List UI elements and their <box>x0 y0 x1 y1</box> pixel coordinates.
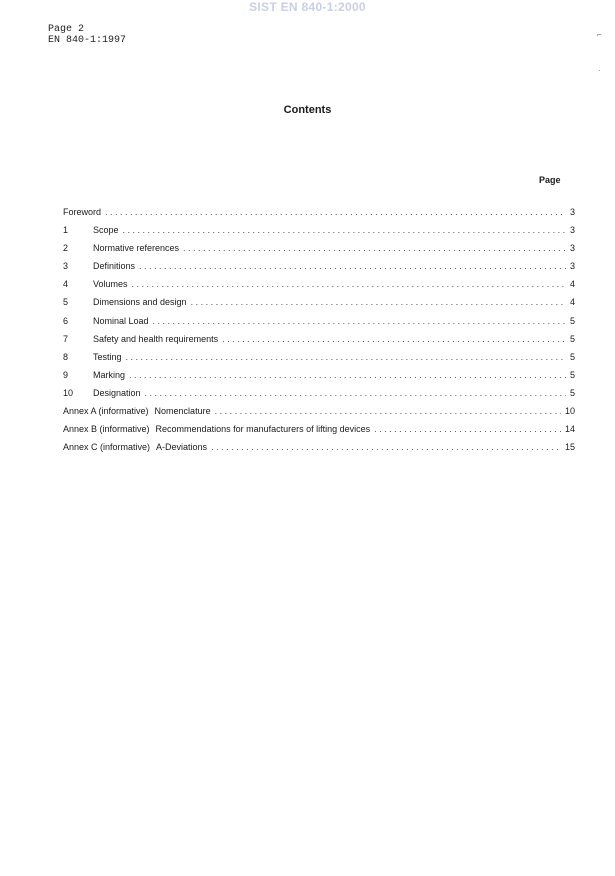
toc-entry-page: 3 <box>569 261 575 272</box>
toc-entry-number: Annex A (informative) <box>63 406 149 417</box>
toc-entry-number: 8 <box>63 351 69 362</box>
table-of-contents <box>63 207 575 460</box>
toc-entry-page: 14 <box>564 424 575 435</box>
dot-leader <box>222 334 566 344</box>
standard-number-line: EN 840-1:1997 <box>48 35 127 46</box>
toc-entry-number: 5 <box>63 297 69 308</box>
dot-leader <box>123 225 566 235</box>
dot-leader <box>374 424 561 434</box>
toc-entry-label: Nominal Load <box>93 315 149 326</box>
dot-leader <box>105 207 566 217</box>
dot-leader <box>215 406 561 416</box>
toc-entry-label: Designation <box>93 387 141 398</box>
toc-entry[interactable] <box>63 261 575 279</box>
dot-leader <box>145 388 566 398</box>
toc-entry-number: Annex C (informative) <box>63 442 151 453</box>
toc-entry[interactable] <box>63 243 575 261</box>
toc-entry[interactable] <box>63 370 575 388</box>
toc-entry-number: 9 <box>63 369 69 380</box>
dot-leader <box>132 279 566 289</box>
toc-entry-page: 15 <box>564 442 575 453</box>
toc-entry-page: 3 <box>569 207 575 217</box>
dot-leader <box>153 316 566 326</box>
toc-entry-page: 3 <box>569 243 575 254</box>
toc-entry-number: 10 <box>63 387 74 398</box>
toc-entry-number: 1 <box>63 225 69 236</box>
dot-leader <box>139 261 566 271</box>
toc-entry[interactable] <box>63 352 575 370</box>
toc-entry[interactable] <box>63 297 575 315</box>
toc-entry-number: 2 <box>63 243 69 254</box>
toc-entry-page: 5 <box>569 387 575 398</box>
toc-entry-page: 4 <box>569 279 575 290</box>
toc-entry-page: 5 <box>569 315 575 326</box>
toc-entry[interactable] <box>63 207 575 225</box>
toc-entry[interactable] <box>63 225 575 243</box>
toc-entry-label: Testing <box>93 351 122 362</box>
toc-entry[interactable] <box>63 334 575 352</box>
toc-entry-label: Recommendations for manufacturers of lifting devices <box>155 424 371 435</box>
toc-entry[interactable] <box>63 406 575 424</box>
toc-entry-page: 3 <box>569 225 575 236</box>
toc-entry-label: Dimensions and design <box>93 297 187 308</box>
toc-entry[interactable] <box>63 424 575 442</box>
page-number-line: Page 2 <box>48 24 85 35</box>
toc-entry[interactable] <box>63 316 575 334</box>
dot-leader <box>183 243 566 253</box>
toc-entry-number: 6 <box>63 315 69 326</box>
page-title: Contents <box>283 104 332 116</box>
toc-entry[interactable] <box>63 279 575 297</box>
dot-leader <box>211 442 561 452</box>
toc-entry-label: Definitions <box>93 261 136 272</box>
dot-leader <box>191 297 566 307</box>
toc-entry-number: 7 <box>63 333 69 344</box>
toc-entry-page: 5 <box>569 369 575 380</box>
toc-entry-number: 3 <box>63 261 69 272</box>
page-header <box>48 24 126 46</box>
toc-entry-label: A-Deviations <box>156 442 208 453</box>
toc-entry[interactable] <box>63 442 575 460</box>
dot-leader <box>129 370 566 380</box>
toc-entry-label: Foreword <box>63 207 102 217</box>
scan-mark: ⌐ <box>597 30 602 39</box>
scan-mark: · <box>598 66 601 75</box>
dot-leader <box>126 352 566 362</box>
toc-entry-page: 4 <box>569 297 575 308</box>
toc-entry[interactable] <box>63 388 575 406</box>
toc-entry-label: Marking <box>93 369 126 380</box>
toc-entry-page: 5 <box>569 351 575 362</box>
watermark: SIST EN 840-1:2000 <box>249 0 366 14</box>
toc-entry-number: Annex B (informative) <box>63 424 150 435</box>
toc-entry-label: Normative references <box>93 243 180 254</box>
toc-entry-label: Volumes <box>93 279 128 290</box>
toc-entry-label: Scope <box>93 225 119 236</box>
toc-entry-label: Safety and health requirements <box>93 333 219 344</box>
toc-entry-page: 5 <box>569 333 575 344</box>
toc-entry-page: 10 <box>564 406 575 417</box>
toc-entry-label: Nomenclature <box>154 406 211 417</box>
page-column-header: Page <box>539 175 561 185</box>
toc-entry-number: 4 <box>63 279 69 290</box>
